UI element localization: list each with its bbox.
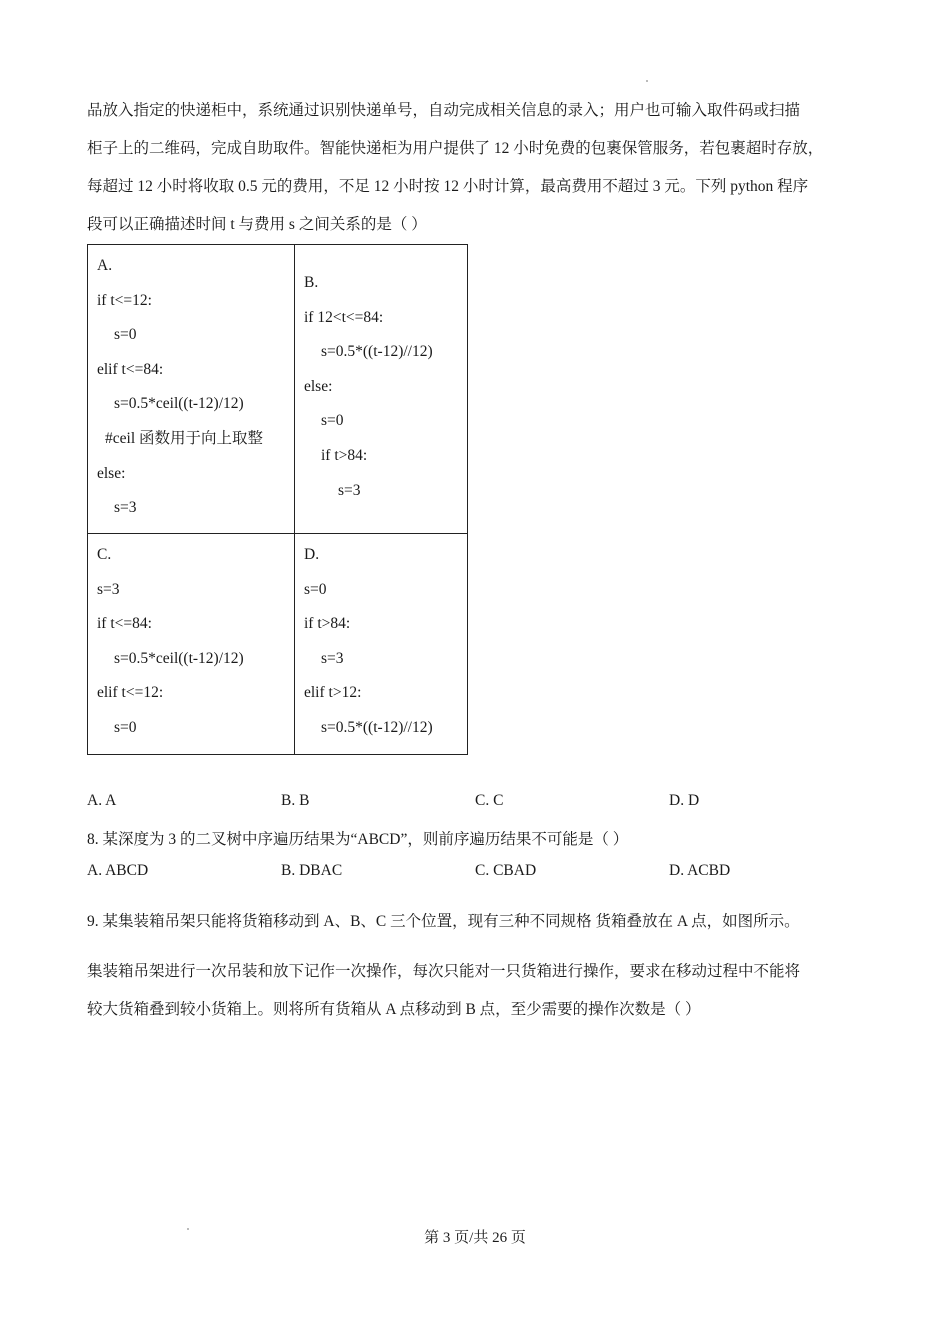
options-table xyxy=(87,244,468,755)
intro-line-3: 每超过 12 小时将收取 0.5 元的费用，不足 12 小时按 12 小时计算，最高费用不超过 3 元。下列 python 程序 xyxy=(87,178,809,195)
option-b-code xyxy=(304,266,433,508)
intro-line-2: 柜子上的二维码，完成自助取件。智能快递柜为用户提供了 12 小时免费的包裹保管服务，若包裹超时存放， xyxy=(87,140,824,157)
q9-stem-line-1: 9. 某集装箱吊架只能将货箱移动到 A、B、C 三个位置，现有三种不同规格 货箱叠放在 A 点，如图所示。 xyxy=(87,913,800,930)
code-line: s=0.5*((t-12)//12) xyxy=(321,343,433,361)
code-line: s=3 xyxy=(321,649,344,667)
code-line: elif t>12: xyxy=(304,684,362,702)
code-line: s=0 xyxy=(114,718,137,736)
intro-line-1: 品放入指定的快递柜中，系统通过识别快递单号，自动完成相关信息的录入；用户也可输入取件码或扫描 xyxy=(87,102,801,119)
code-comment: #ceil 函数用于向上取整 xyxy=(105,429,263,447)
q7-choice-b[interactable]: B. B xyxy=(281,792,310,809)
option-b-label: B. xyxy=(304,274,319,291)
option-a-label: A. xyxy=(97,257,113,274)
code-line: s=0.5*((t-12)//12) xyxy=(321,718,433,736)
code-line: elif t<=84: xyxy=(97,360,164,378)
code-line: if 12<t<=84: xyxy=(304,308,384,326)
q8-choice-c[interactable]: C. CBAD xyxy=(475,862,537,879)
option-c-label: C. xyxy=(97,546,112,563)
scan-dot xyxy=(646,80,648,82)
code-line: s=3 xyxy=(114,499,137,517)
page-footer: 第 3 页/共 26 页 xyxy=(424,1230,526,1246)
code-line: s=3 xyxy=(338,481,361,499)
code-line: if t>84: xyxy=(304,615,351,633)
q7-choice-d[interactable]: D. D xyxy=(669,792,700,809)
q8-choice-a[interactable]: A. ABCD xyxy=(87,862,149,879)
q8-choice-d[interactable]: D. ACBD xyxy=(669,862,731,879)
q8-stem: 8. 某深度为 3 的二叉树中序遍历结果为“ABCD”，则前序遍历结果不可能是（ ） xyxy=(87,831,629,848)
option-a-cell xyxy=(88,245,295,534)
option-d-code xyxy=(304,538,433,746)
code-line: s=0 xyxy=(321,412,344,430)
option-a-code xyxy=(97,249,263,526)
option-c-code xyxy=(97,538,244,746)
q7-choice-a[interactable]: A. A xyxy=(87,792,117,809)
q9-stem-line-3: 较大货箱叠到较小货箱上。则将所有货箱从 A 点移动到 B 点，至少需要的操作次数是（ ） xyxy=(87,1001,701,1018)
code-line: else: xyxy=(97,464,126,482)
code-line: if t<=84: xyxy=(97,615,152,633)
code-line: if t>84: xyxy=(321,446,368,464)
code-line: s=0.5*ceil((t-12)/12) xyxy=(114,395,244,413)
code-line: s=0 xyxy=(114,326,137,344)
q8-choice-b[interactable]: B. DBAC xyxy=(281,862,343,879)
option-c-cell xyxy=(88,534,295,755)
code-line: else: xyxy=(304,377,333,395)
option-b-cell xyxy=(295,245,468,534)
option-d-cell xyxy=(295,534,468,755)
code-line: s=0.5*ceil((t-12)/12) xyxy=(114,649,244,667)
q7-choice-c[interactable]: C. C xyxy=(475,792,504,809)
code-line: s=0 xyxy=(304,580,327,598)
code-line: elif t<=12: xyxy=(97,684,164,702)
code-line: s=3 xyxy=(97,580,120,598)
code-line: if t<=12: xyxy=(97,291,152,309)
intro-line-4: 段可以正确描述时间 t 与费用 s 之间关系的是（ ） xyxy=(87,216,427,233)
q9-stem-line-2: 集装箱吊架进行一次吊装和放下记作一次操作，每次只能对一只货箱进行操作，要求在移动过程中不能将 xyxy=(87,963,801,980)
option-d-label: D. xyxy=(304,546,320,563)
